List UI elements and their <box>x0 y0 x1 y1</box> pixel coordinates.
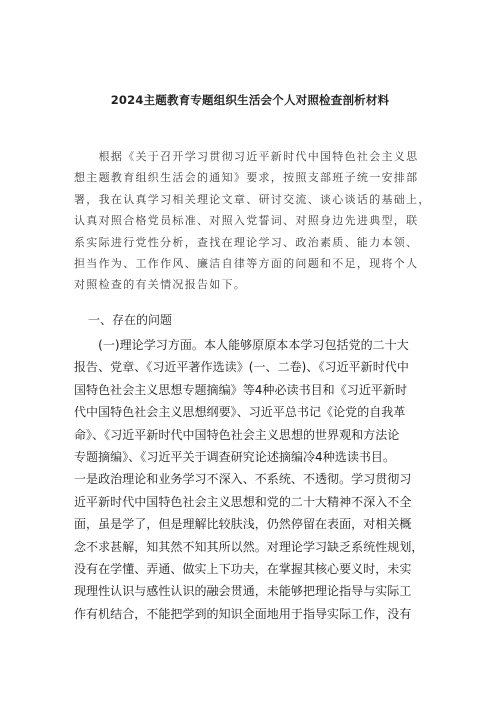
intro-line: 根据《关于召开学习贯彻习近平新时代中国特色社会主义思 <box>74 150 419 163</box>
body-line: (一)理论学习方面。本人能够原原本本学习包括党的二十大 <box>74 338 409 352</box>
intro-line: 对照检查的有关情况报告如下。 <box>74 278 247 292</box>
body-line: 面，虽是学了，但是理解比较肤浅，仍然停留在表面，对相关概 <box>74 517 412 532</box>
intro-line: 担当作为、工作作风、廉洁自律等方面的问题和不足，现将个人 <box>74 257 419 271</box>
section-heading: 一、存在的问题 <box>88 313 173 327</box>
body-line: 现理性认识与感性认识的融会贯通，未能够把理论指导与实际工 <box>74 584 412 599</box>
body-line: 国特色社会主义思想专题摘编》等4种必读书目和《习近平新时 <box>74 382 408 397</box>
body-line: 作有机结合，不能把学到的知识全面地用于指导实际工作，没有 <box>74 606 412 621</box>
body-line: 一是政治理论和业务学习不深入、不系统、不透彻。学习贯彻习 <box>74 472 412 487</box>
intro-paragraph <box>74 146 434 296</box>
body-line: 近平新时代中国特色社会主义思想和党的二十大精神不深入不全 <box>74 494 412 509</box>
intro-line: 系实际进行党性分析，查找在理论学习、政治素质、能力本领、 <box>74 235 419 249</box>
document-title: 2024主题教育专题组织生活会个人对照检查剖析材料 <box>110 93 390 107</box>
intro-line: 署，我在认真学习相关理论文章、研讨交流、谈心谈话的基础上， <box>74 192 431 206</box>
intro-line: 想主题教育组织生活会的通知》要求，按照支部班子统一安排部 <box>74 171 419 185</box>
body-line: 代中国特色社会主义思想纲要》、习近平总书记《论党的自我革 <box>74 405 406 420</box>
body-line: 命》、《习近平新时代中国特色社会主义思想的世界观和方法论 <box>74 427 400 442</box>
body-line: 专题摘编》、《习近平关于调查研究论述摘编冷4种选读书目。 <box>74 450 396 465</box>
body-line: 没有在学懂、弄通、做实上下功夫，在掌握其核心要义时，未实 <box>74 562 412 577</box>
body-paragraph <box>74 334 444 625</box>
intro-line: 认真对照合格党员标准、对照入党誓词、对照身边先进典型，联 <box>74 214 419 228</box>
body-line: 念不求甚解，知其然不知其所以然。对理论学习缺乏系统性规划， <box>74 539 424 554</box>
body-line: 报告、党章、《习近平著作选读》(一、二卷)、《习近平新时代中 <box>74 360 409 375</box>
